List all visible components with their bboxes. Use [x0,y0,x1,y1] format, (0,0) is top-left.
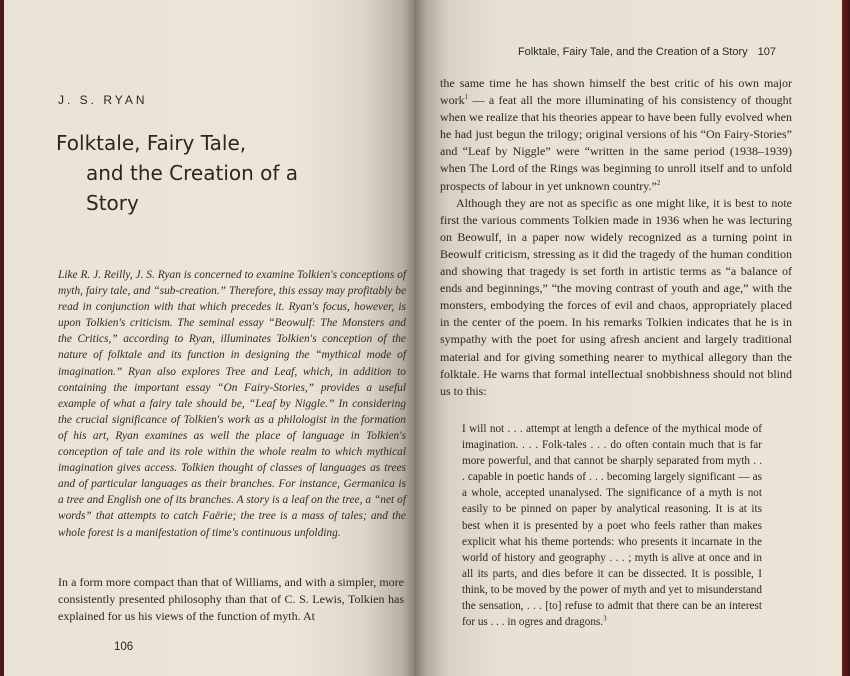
right-page [414,0,842,676]
running-head-title: Folktale, Fairy Tale, and the Creation of a Story [517,46,748,58]
footnote-ref-3: 3 [603,614,607,623]
chapter-title-line-1: Folktale, Fairy Tale, [56,131,247,155]
left-page [4,0,414,676]
paragraph-2: Although they are not as specific as one might like, it is best to note first the various comments Tolkien made in 1936 when he was lecturing on Beowulf, in a paper now widely recognized as a turning point in Beowulf criticism, stressing as it did the tragedy of the human condition and showing that tragedy is set forth in artistic terms as “a balance of ends and beginnings,” “the moving contrast of youth and age,” with the monsters, embodying the forces of evil and chaos, appropriately placed in the center of the poem. In his remarks Tolkien indicates that he is in sympathy with the poet for using afresh ancient and largely traditional material and for giving something nearer to mythical allegory than the folktale. He warns that formal intellectual snobbishness should not blind us to this: [440,195,792,398]
paragraph-1-part-b: — a feat all the more illuminating of his consistency of thought when we realize that his theories appear to have been fully evolved when he had just begun the trilogy; original versions of his “On Fairy-Stories” and “Leaf by Niggle” were “written in the same period (1938–1939) when The Lord of the Rings was beginning to unroll itself and to unfold prospects of labour in yet unknown country.” [440,93,792,193]
editor-introduction: Like R. J. Reilly, J. S. Ryan is concerned to examine Tolkien's conceptions of myth, fairy tale, and “sub-creation.” Therefore, this essay may profitably be read in conjunction with that which precedes it. Ryan's focus, however, is upon Tolkien's criticism. The seminal essay “Beowulf: The Monsters and the Critics,” according to Ryan, illuminates Tolkien's conception of the nature of folktale and its function in designing the “mythical mode of imagination.” Ryan also explores Tree and Leaf, which, in addition to containing the important essay “On Fairy-Stories,” provides a useful example of what a fairy tale should be, “Leaf by Niggle.” In considering the crucial significance of Tolkien's work as a philologist in the formation of his art, Ryan examines as well the place of language in Tolkien's conception of tale and its role within the whole realm to which mythical imagination gives access. Tolkien thought of classes of languages as trees and of particular languages as their branches. For instance, Germanica is a tree and English one of its branches. A story is a leaf on the tree, a “net of words” that attempts to catch Faërie; the tree is a mass of tales; and the whole forest is a manifestation of time's continuous unfolding. [58,269,406,539]
footnote-ref-1: 1 [464,93,469,102]
right-page-number: 107 [757,46,776,58]
block-quote [462,421,762,630]
paragraph-1 [440,75,792,195]
right-body-text [440,75,792,400]
left-page-number: 106 [114,641,134,653]
running-head [480,46,776,58]
paragraph-1-part-a: the same time he has shown himself the best critic of his own major work [440,76,792,108]
chapter-author: J. S. RYAN [58,93,148,107]
block-quote-text: I will not . . . attempt at length a defence of the mythical mode of imagination. . . . Folk-tales . . . do often contain much that is far more powerful, and that cannot be sharply separated from myth . . . capable in poetic hands of . . . becoming largely significant — as a whole, accepted unanalysed. The significance of a myth is not easily to be pinned on paper by analytical reasoning. It is at its best when it is presented by a poet who feels rather than makes explicit what his theme portends: who presents it incarnate in the world of history and geography . . . ; myth is alive at once and in all its parts, and dies before it can be dissected. It is possible, I think, to be moved by the power of myth and yet to misunderstand the sensation, . . . [to] refuse to admit that there can be an interest for us . . . in ogres and dragons. [462,423,762,629]
chapter-title-line-2: and the Creation of a Story [86,161,299,215]
chapter-title [56,128,356,218]
footnote-ref-2: 2 [656,178,661,187]
left-body-text: In a form more compact than that of Williams, and with a simpler, more consistently presented philosophy than that of C. S. Lewis, Tolkien has explained for us his views of the function of myth. At [58,575,404,623]
book-cover-edge-right [842,0,850,676]
